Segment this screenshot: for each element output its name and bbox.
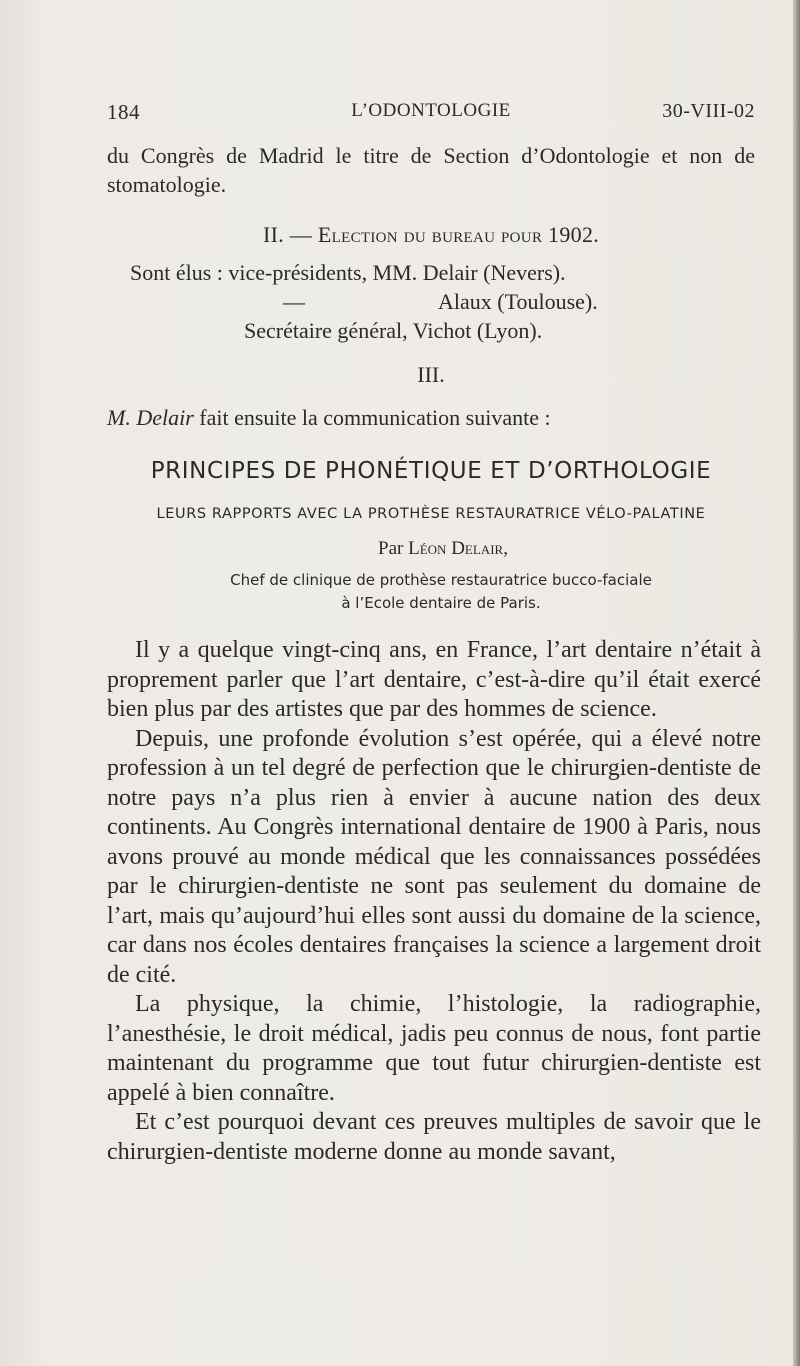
ditto-dash: —	[283, 289, 305, 314]
affiliation-line-2: à l’Ecole dentaire de Paris.	[341, 594, 541, 612]
election-line-3	[244, 316, 800, 345]
issue-date: 30-VIII-02	[662, 100, 755, 122]
running-header	[107, 100, 755, 130]
byline	[107, 538, 755, 560]
section-3-heading-text: III.	[417, 362, 445, 387]
intro-rest: fait ensuite la communication suivante :	[199, 405, 551, 430]
section-2-heading-text: II. — Election du bureau pour 1902.	[262, 222, 600, 247]
body-paragraph: Depuis, une profonde évolution s’est opérée, qui a élevé notre profession à un tel degré de perfection que le chirurgien-dentiste de notre pays n’a plus rien à envier à aucune nation des deux continents. Au Congrès international dentaire de 1900 à Paris, nous avons prouvé au monde médical que les connaissances possédées par le chirurgien-dentiste ne sont pas seulement du domaine de l’art, mais qu’aujourd’hui elles sont aussi du domaine de la science, car dans nos écoles dentaires françaises la science a largement droit de cité.	[107, 725, 761, 988]
affiliation-line-1: Chef de clinique de prothèse restauratrice bucco-faciale	[230, 571, 652, 589]
intro-m: M.	[107, 405, 131, 430]
section-3-heading	[107, 360, 755, 389]
article-body	[107, 636, 761, 1167]
page-edge	[793, 0, 800, 1366]
article-subtitle: LEURS RAPPORTS AVEC LA PROTHÈSE RESTAURATRICE VÉLO-PALATINE	[156, 506, 706, 522]
election-line-1-text: Sont élus : vice-présidents, MM. Delair (Nevers).	[130, 260, 566, 285]
article-title: PRINCIPES DE PHONÉTIQUE ET D’ORTHOLOGIE	[150, 458, 712, 484]
page-number: 184	[107, 100, 140, 124]
communication-intro	[107, 403, 755, 432]
body-paragraph: La physique, la chimie, l’histologie, la radiographie, l’anesthésie, le droit médical, jadis peu connus de nous, font partie maintenant du programme que tout futur chirurgien-dentiste est appelé à bien connaître.	[107, 991, 761, 1106]
byline-author: Léon Delair,	[408, 538, 508, 559]
body-paragraph: Il y a quelque vingt-cinq ans, en France, l’art dentaire n’était à proprement parler que l’art dentaire, c’est-à-dire qu’il était exercé bien plus par des artistes que par des hommes de science.	[107, 637, 761, 722]
intro-name: Delair	[136, 405, 194, 430]
section-2-heading	[107, 220, 755, 249]
election-line-3-text: Secrétaire général, Vichot (Lyon).	[244, 318, 543, 343]
intro-text: du Congrès de Madrid le titre de Section d’Odontologie et non de stomatologie.	[107, 143, 755, 197]
body-paragraph: Et c’est pourquoi devant ces preuves multiples de savoir que le chirurgien-dentiste moderne donne au monde savant,	[107, 1109, 761, 1165]
running-title: L’ODONTOLOGIE	[351, 100, 511, 121]
byline-par: Par	[378, 538, 404, 559]
intro-continuation	[107, 141, 755, 199]
election-line-1	[130, 258, 778, 287]
election-line-2-name: Alaux (Toulouse).	[438, 289, 598, 314]
